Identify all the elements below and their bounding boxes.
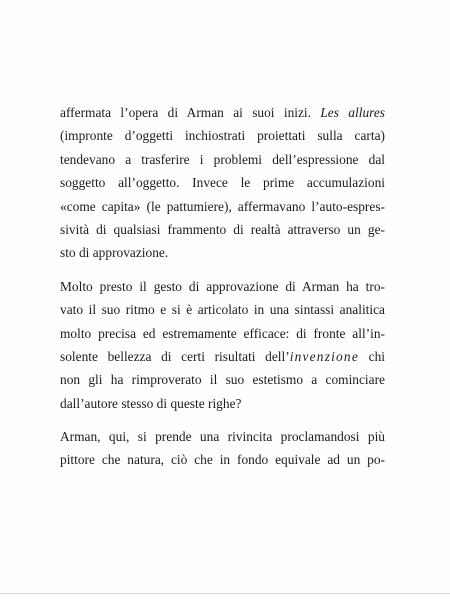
text-line <box>60 275 385 298</box>
text-line <box>60 195 385 218</box>
text-segment: soggetto all’oggetto. Invece le prime accumulazioni <box>60 175 385 191</box>
text-line <box>60 218 385 241</box>
text-line <box>60 425 385 448</box>
text-segment: dall’autore stesso di queste righe? <box>60 395 242 411</box>
text-segment: «come capita» (le pattumiere), affermavano l’auto-espres- <box>60 198 385 214</box>
paragraph-gap <box>60 415 385 425</box>
text-segment: vato il suo ritmo e si è articolato in una sintassi analitica <box>60 302 385 318</box>
emphasized-text: invenzione <box>289 348 359 364</box>
text-line <box>60 392 385 415</box>
paragraph <box>60 275 385 415</box>
body-text <box>60 101 385 472</box>
paragraph <box>60 425 385 472</box>
text-segment: affermata l’opera di Arman ai suoi inizi. <box>60 105 321 120</box>
text-line <box>60 322 385 345</box>
paragraph-gap <box>60 265 385 275</box>
text-segment: non gli ha rimproverato il suo estetismo a cominciare <box>60 372 385 388</box>
text-segment: tendevano a trasferire i problemi dell’espressione dal <box>60 151 385 167</box>
emphasized-text: Les allures <box>320 105 386 120</box>
text-line <box>60 124 385 147</box>
text-line <box>60 148 385 171</box>
text-segment: Molto presto il gesto di approvazione di Arman ha tro- <box>60 278 385 294</box>
text-segment: sività di qualsiasi frammento di realtà attraverso un ge- <box>60 221 385 237</box>
text-segment: sto di approvazione. <box>60 245 169 261</box>
text-segment: molto precisa ed estremamente efficace: di fronte all’in- <box>60 325 385 341</box>
text-line <box>60 171 385 194</box>
text-segment: chi <box>358 348 385 364</box>
text-line <box>60 345 385 368</box>
page-bottom-edge <box>0 593 450 594</box>
text-segment: Arman, qui, si prende una rivincita proclamandosi più <box>60 429 385 445</box>
text-line <box>60 101 385 124</box>
text-line <box>60 241 385 264</box>
text-segment: solente bellezza di certi risultati dell’ <box>60 348 290 364</box>
text-line <box>60 368 385 391</box>
text-segment: pittore che natura, ciò che in fondo equivale ad un po- <box>60 452 385 468</box>
text-segment: (impronte d’oggetti inchiostrati proiettati sulla carta) <box>60 128 385 144</box>
text-line <box>60 298 385 321</box>
paragraph <box>60 101 385 265</box>
text-line <box>60 448 385 471</box>
